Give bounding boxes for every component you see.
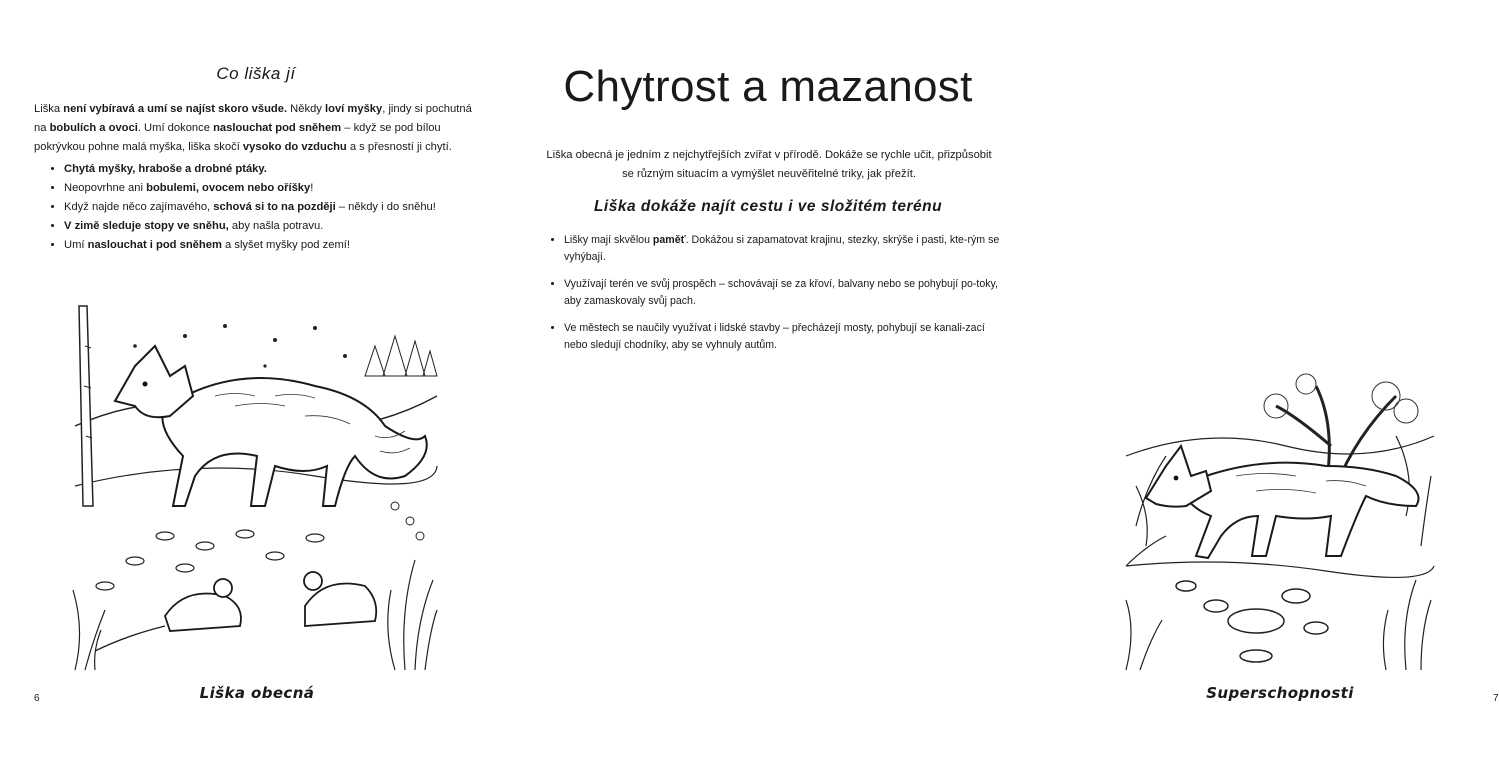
- page-title: Chytrost a mazanost: [563, 62, 973, 111]
- list-item: • Lišky mají skvělou paměť. Dokážou si zapamatovat krajinu, stezky, skrýše i pasti, kte-rým se vyhýbají.: [564, 232, 1010, 266]
- list-item: • Neopovrhne ani bobulemi, ovocem nebo oříšky!: [64, 179, 494, 198]
- list-item: • Když najde něco zajímavého, schová si to na později – někdy i do sněhu!: [64, 198, 494, 217]
- intro-paragraph: Liška obecná je jedním z nejchytřejších zvířat v přírodě. Dokáže se rychle učit, přizpůsobit se různým situacím a vymýšlet neuvěřitelné triky, jak přežít.: [546, 149, 992, 180]
- list-item: • Umí naslouchat i pod sněhem a slyšet myšky pod zemí!: [64, 236, 494, 255]
- fox-diet-list: [50, 160, 494, 255]
- terrain-list: [550, 232, 1010, 364]
- caption-red-fox: Liška obecná: [199, 684, 315, 702]
- fox-diet-paragraph: Liška není vybíravá a umí se najíst skoro všude. Někdy loví myšky, jindy si pochutná na bobulích a ovoci. Umí dokonce naslouchat pod sněhem – když se pod bílou pokrývkou pohne malá myška, liška skočí vysoko do vzduchu a s přesností ji chytí.: [34, 103, 472, 153]
- section-heading-terrain: Liška dokáže najít cestu i ve složitém terénu: [593, 198, 943, 215]
- page-number-left: 6: [34, 693, 40, 704]
- list-item: • Chytá myšky, hraboše a drobné ptáky.: [64, 160, 494, 179]
- page-number-right: 7: [1493, 693, 1499, 704]
- right-page: [512, 0, 1499, 768]
- winter-fox-and-mice-illustration: [75, 306, 437, 670]
- caption-superpowers: Superschopnosti: [1206, 684, 1354, 702]
- section-heading-what-fox-eats: Co liška jí: [216, 64, 296, 83]
- fox-in-forest-illustration: [1126, 366, 1434, 670]
- list-item: • Využívají terén ve svůj prospěch – schovávají se za křoví, balvany nebo se pohybují po-toky, aby zamaskovaly svůj pach.: [564, 276, 1010, 310]
- list-item: • V zimě sleduje stopy ve sněhu, aby našla potravu.: [64, 217, 494, 236]
- list-item: • Ve městech se naučily využívat i lidské stavby – přecházejí mosty, pohybují se kanali-zací nebo sledují chodníky, aby se vyhnuly autům.: [564, 320, 1010, 354]
- left-page: [0, 0, 512, 768]
